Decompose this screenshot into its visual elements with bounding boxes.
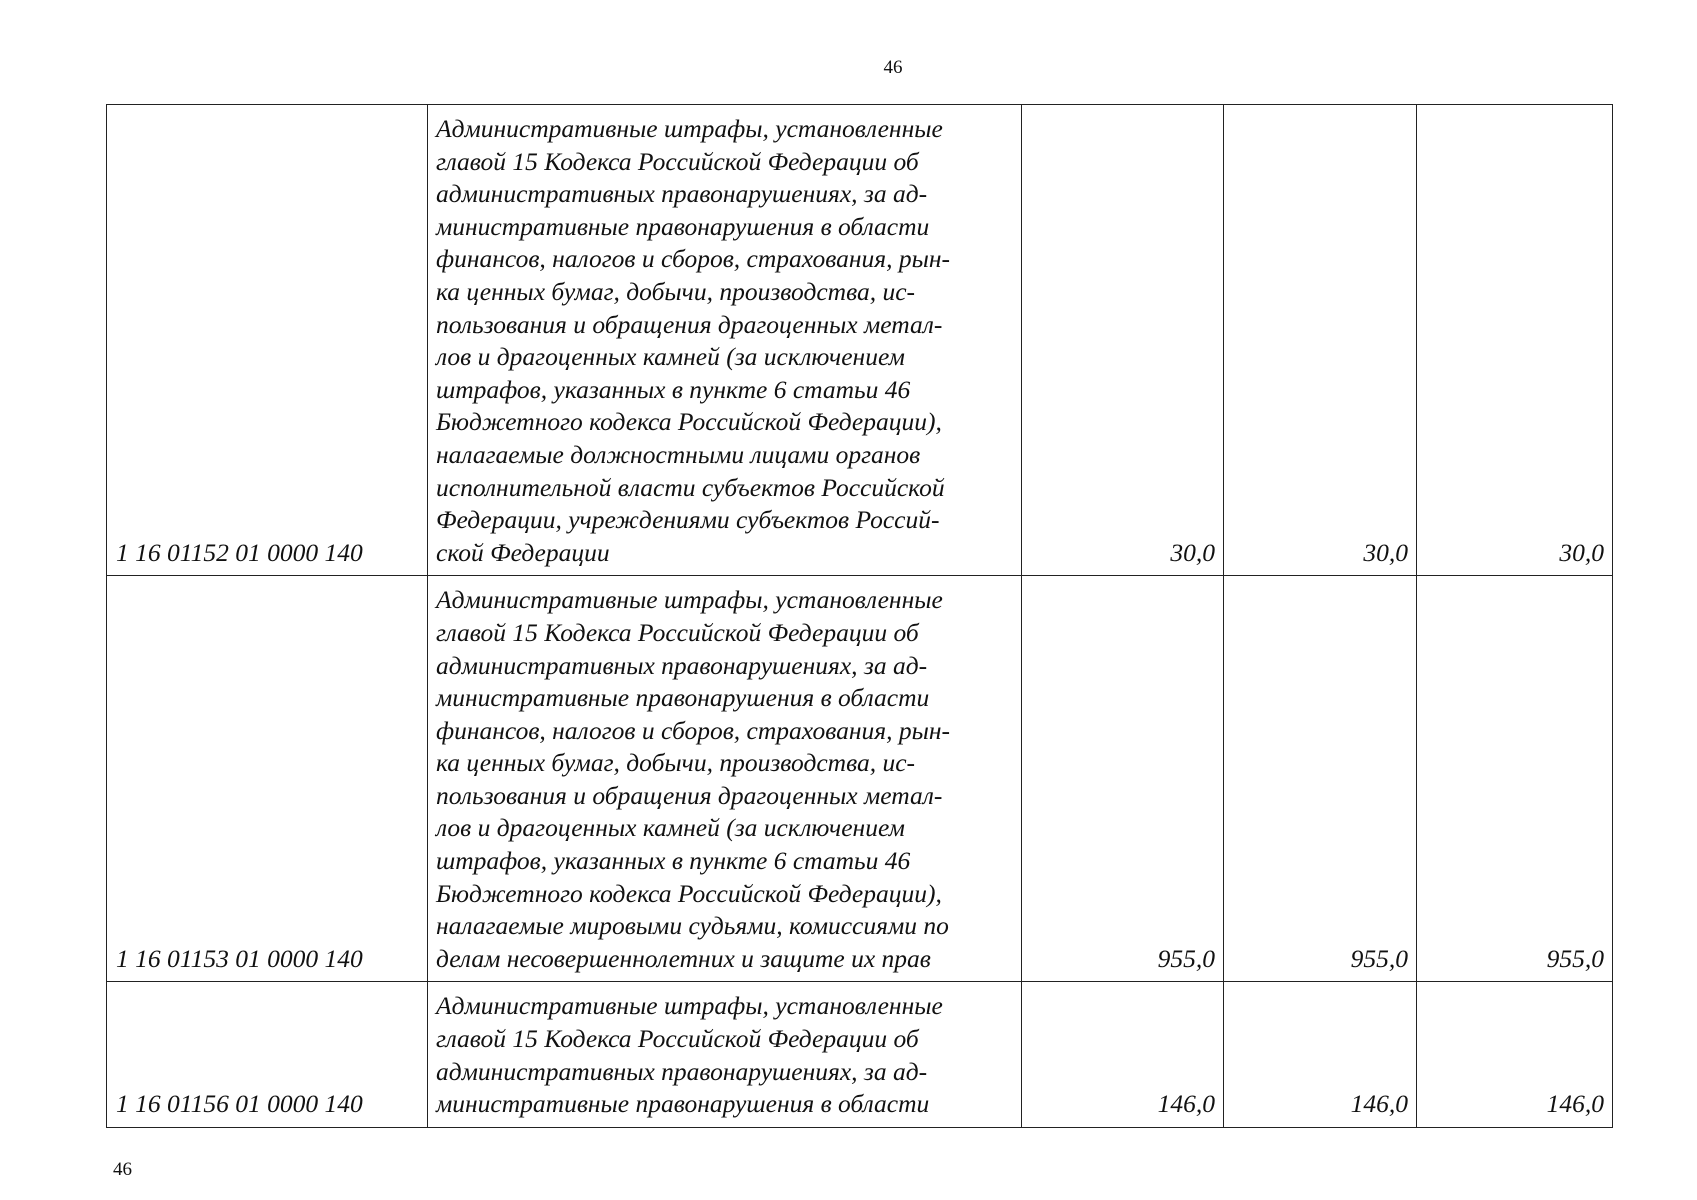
description-line: ка ценных бумаг, добычи, производства, ис-	[436, 276, 916, 306]
page-number-bottom: 46	[113, 1159, 132, 1180]
description-line: административных правонарушениях, за ад-	[436, 650, 928, 680]
table-body	[107, 105, 1613, 1128]
budget-code-cell: 1 16 01153 01 0000 140	[107, 576, 428, 982]
table-row	[107, 982, 1613, 1127]
amount-cell-1: 955,0	[1022, 576, 1224, 982]
table-row	[107, 576, 1613, 982]
description-line: Административные штрафы, установленные	[436, 585, 943, 615]
description-line: финансов, налогов и сборов, страхования, рын-	[436, 244, 951, 274]
description-line: главой 15 Кодекса Российской Федерации об	[436, 146, 919, 176]
amount-cell-3: 955,0	[1417, 576, 1613, 982]
description-line: исполнительной власти субъектов Российской	[436, 472, 945, 502]
page-number-top: 46	[883, 57, 903, 78]
description-line: Бюджетного кодекса Российской Федерации),	[436, 878, 942, 908]
description-cell	[428, 982, 1022, 1127]
amount-cell-2: 30,0	[1224, 105, 1417, 576]
description-line: министративные правонарушения в области	[436, 211, 930, 241]
amount-cell-3: 146,0	[1417, 982, 1613, 1127]
amount-cell-1: 30,0	[1022, 105, 1224, 576]
description-line: штрафов, указанных в пункте 6 статьи 46	[436, 846, 911, 876]
description-line: министративные правонарушения в области	[436, 683, 930, 713]
budget-code-cell: 1 16 01156 01 0000 140	[107, 982, 428, 1127]
table-row	[107, 105, 1613, 576]
description-line: административных правонарушениях, за ад-	[436, 1056, 928, 1086]
description-line: лов и драгоценных камней (за исключением	[436, 813, 905, 843]
description-line: пользования и обращения драгоценных метал-	[436, 309, 943, 339]
description-line: главой 15 Кодекса Российской Федерации об	[436, 1024, 919, 1054]
description-line: Федерации, учреждениями субъектов Россий-	[436, 505, 940, 535]
description-cell	[428, 105, 1022, 576]
description-line: главой 15 Кодекса Российской Федерации об	[436, 617, 919, 647]
budget-code-cell: 1 16 01152 01 0000 140	[107, 105, 428, 576]
amount-cell-1: 146,0	[1022, 982, 1224, 1127]
description-line: налагаемые должностными лицами органов	[436, 439, 921, 469]
description-line: Административные штрафы, установленные	[436, 991, 943, 1021]
amount-cell-3: 30,0	[1417, 105, 1613, 576]
description-line: штрафов, указанных в пункте 6 статьи 46	[436, 374, 911, 404]
amount-cell-2: 146,0	[1224, 982, 1417, 1127]
description-line: делам несовершеннолетних и защите их прав	[436, 943, 931, 973]
description-cell	[428, 576, 1022, 982]
amount-cell-2: 955,0	[1224, 576, 1417, 982]
description-line: административных правонарушениях, за ад-	[436, 179, 928, 209]
description-line: финансов, налогов и сборов, страхования, рын-	[436, 715, 951, 745]
description-line: министративные правонарушения в области	[436, 1089, 930, 1119]
description-line: Бюджетного кодекса Российской Федерации),	[436, 407, 942, 437]
description-line: Административные штрафы, установленные	[436, 114, 943, 143]
budget-table	[106, 104, 1613, 1128]
description-line: пользования и обращения драгоценных метал-	[436, 780, 943, 810]
description-line: налагаемые мировыми судьями, комиссиями по	[436, 911, 949, 941]
description-line: ской Федерации	[436, 537, 610, 567]
description-line: лов и драгоценных камней (за исключением	[436, 342, 905, 372]
description-line: ка ценных бумаг, добычи, производства, ис-	[436, 748, 916, 778]
